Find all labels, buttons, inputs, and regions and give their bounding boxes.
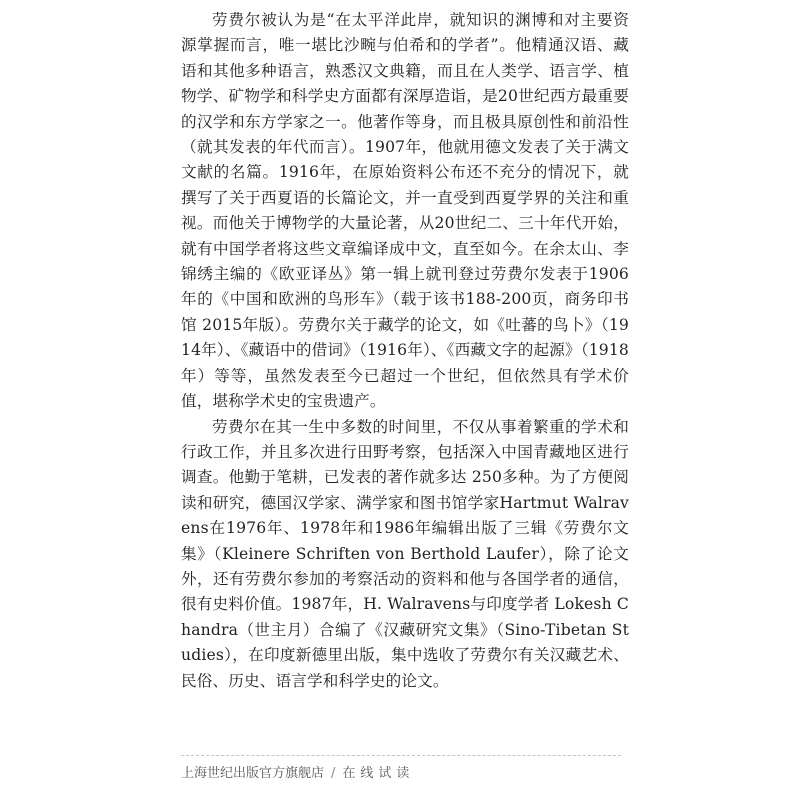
footer-divider <box>181 755 621 756</box>
article-paragraph-2: 劳费尔在其一生中多数的时间里，不仅从事着繁重的学术和行政工作，并且多次进行田野考察，包括深入中国青藏地区进行调查。他勤于笔耕，已发表的著作就多达 250多种。为了方便阅读和研究，德国汉学家、满学家和图书馆学家Hartmut Walravens在1976年、1978年和1986年编辑出版了三辑《劳费尔文集》（Kleinere Schriften von Berthold Laufer），除了论文外，还有劳费尔参加的考察活动的资料和他与各国学者的通信，很有史料价值。1987年，H. Walravens与印度学者 Lokesh Chandra（世主月）合编了《汉藏研究文集》（Sino-Tibetan Studies），在印度新德里出版，集中选收了劳费尔有关汉藏艺术、民俗、历史、语言学和科学史的论文。 <box>181 417 629 690</box>
footer-separator: / <box>331 766 336 781</box>
page-footer <box>181 765 414 783</box>
footer-label: 在线试读 <box>342 766 415 781</box>
footer-publisher: 上海世纪出版官方旗舰店 <box>181 766 325 781</box>
article-paragraph-1: 劳费尔被认为是“在太平洋此岸，就知识的渊博和对主要资源掌握而言，唯一堪比沙畹与伯希和的学者”。他精通汉语、藏语和其他多种语言，熟悉汉文典籍，而且在人类学、语言学、植物学、矿物学和科学史方面都有深厚造诣，是20世纪西方最重要的汉学和东方学家之一。他著作等身，而且极具原创性和前沿性（就其发表的年代而言）。1907年，他就用德文发表了关于满文文献的名篇。1916年，在原始资料公布还不充分的情况下，就撰写了关于西夏语的长篇论文，并一直受到西夏学界的关注和重视。而他关于博物学的大量论著，从20世纪二、三十年代开始，就有中国学者将这些文章编译成中文，直至如今。在余太山、李锦绣主编的《欧亚译丛》第一辑上就刊登过劳费尔发表于1906年的《中国和欧洲的鸟形车》（载于该书188-200页，商务印书馆 2015年版）。劳费尔关于藏学的论文，如《吐蕃的鸟卜》（1914年）、《藏语中的借词》（1916年）、《西藏文字的起源》（1918年）等等，虽然发表至今已超过一个世纪，但依然具有学术价值，堪称学术史的宝贵遗产。 <box>181 11 629 411</box>
article-body <box>181 8 629 694</box>
